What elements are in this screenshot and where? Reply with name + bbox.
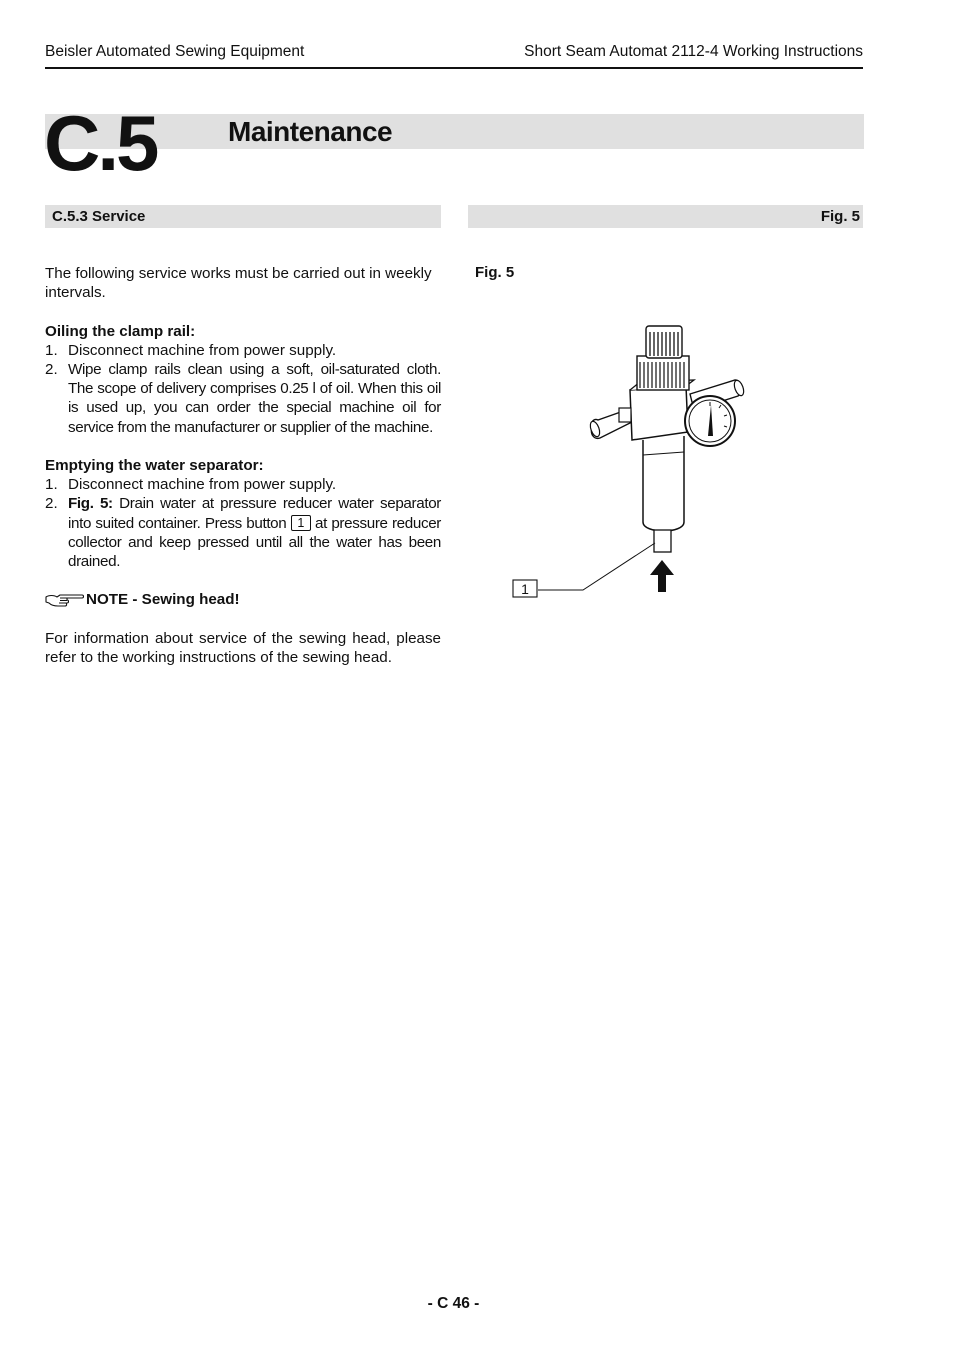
header-left: Beisler Automated Sewing Equipment xyxy=(45,43,305,60)
list-number: 1. xyxy=(45,476,58,494)
list-number: 1. xyxy=(45,341,58,359)
chapter-number: C.5 xyxy=(44,99,157,187)
chapter-band xyxy=(45,114,864,149)
note-title: NOTE - Sewing head! xyxy=(86,591,240,609)
header-rule xyxy=(45,67,863,69)
list-item xyxy=(45,360,441,437)
intro-paragraph: The following service works must be carried out in weekly intervals. xyxy=(45,265,432,302)
fig-reference: Fig. 5: xyxy=(68,495,113,513)
page-number: - C 46 - xyxy=(427,1295,480,1312)
oiling-heading: Oiling the clamp rail: xyxy=(45,322,196,340)
list-text xyxy=(68,494,441,571)
list-number: 2. xyxy=(45,495,58,513)
figure-label: Fig. 5 xyxy=(475,264,515,281)
button-1-callout: 1 xyxy=(291,515,311,531)
list-item xyxy=(45,475,441,494)
chapter-title: Maintenance xyxy=(228,116,393,147)
list-text: Wipe clamp rails clean using a soft, oil-saturated cloth. The scope of delivery comprises 0.25 l of oil. When this oil is used up, you can order the special machine oil for service from the manufacturer or supplier of the machine. xyxy=(68,361,441,436)
figure-callout-1: 1 xyxy=(521,581,529,597)
pointing-hand-icon xyxy=(45,591,85,609)
list-item xyxy=(45,341,441,360)
note-paragraph: For information about service of the sewing head, please refer to the working instructions of the sewing head. xyxy=(45,629,441,666)
pressure-reducer-illustration xyxy=(505,318,765,608)
service-text xyxy=(45,264,441,667)
section-fig-ref: Fig. 5 xyxy=(468,205,863,228)
header-right: Short Seam Automat 2112-4 Working Instructions xyxy=(524,43,863,60)
note-text xyxy=(45,629,441,667)
list-item xyxy=(45,494,441,571)
list-text: Disconnect machine from power supply. xyxy=(68,341,337,359)
water-heading: Emptying the water separator: xyxy=(45,457,264,474)
section-title: C.5.3 Service xyxy=(45,205,441,228)
list-text-part: at pressure reducer collector and keep pressed until all the water has been drained. xyxy=(68,514,441,571)
list-text-part: Drain water at pressure reducer water separator into suited container. Press button xyxy=(68,495,441,532)
list-text: Disconnect machine from power supply. xyxy=(68,476,337,494)
list-number: 2. xyxy=(45,361,58,378)
note-heading xyxy=(45,590,441,609)
